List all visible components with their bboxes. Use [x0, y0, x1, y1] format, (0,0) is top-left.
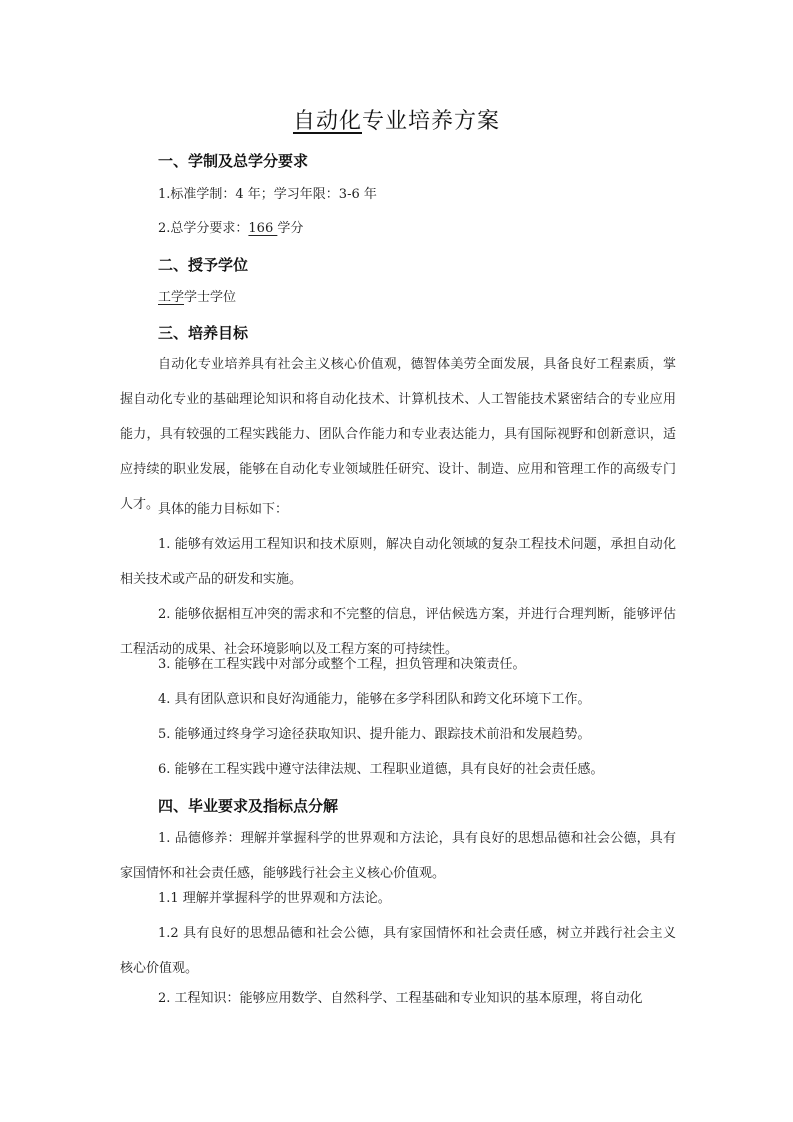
credits-value: 166 — [248, 221, 278, 236]
goal-item-5: 5. 能够通过终身学习途径获取知识、提升能力、跟踪技术前沿和发展趋势。 — [158, 727, 591, 742]
degree-line — [158, 280, 236, 315]
goal-item-3: 3. 能够在工程实践中对部分或整个工程，担负管理和决策责任。 — [158, 657, 526, 672]
title-underlined-part: 自动化 — [292, 109, 362, 134]
degree-type: 学士学位 — [184, 290, 237, 305]
goal-item-2: 2. 能够依据相互冲突的需求和不完整的信息，评估候选方案，并进行合理判断，能够评估工程活动的成果、社会环境影响以及工程方案的可持续性。 — [120, 607, 676, 657]
requirement-item-1-1: 1.1 理解并掌握科学的世界观和方法论。 — [158, 891, 391, 906]
credits-unit: 学分 — [277, 221, 304, 236]
study-duration-line: 1.标准学制：4 年；学习年限：3-6 年 — [158, 187, 377, 202]
training-objective-paragraph: 自动化专业培养具有社会主义核心价值观，德智体美劳全面发展，具备良好工程素质，掌握自动化专业的基础理论知识和将自动化技术、计算机技术、人工智能技术紧密结合的专业应用能力，具有较强的工程实践能力、团队合作能力和专业表达能力，具有国际视野和创新意识，适应持续的职业发展，能够在自动化专业领域胜任研究、设计、制造、应用和管理工作的高级专门人才。 — [120, 357, 676, 512]
section-heading-1: 一、学制及总学分要求 — [158, 152, 309, 170]
document-title — [0, 104, 793, 135]
section-heading-4: 四、毕业要求及指标点分解 — [158, 797, 339, 815]
requirement-item-1-2: 1.2 具有良好的思想品德和社会公德，具有家国情怀和社会责任感，树立并践行社会主义核心价值观。 — [120, 926, 676, 976]
goal-item-4: 4. 具有团队意识和良好沟通能力，能够在多学科团队和跨文化环境下工作。 — [158, 692, 591, 707]
ability-intro: 具体的能力目标如下： — [158, 502, 289, 517]
credits-label: 2.总学分要求： — [158, 221, 249, 236]
requirement-item-2: 2. 工程知识：能够应用数学、自然科学、工程基础和专业知识的基本原理，将自动化 — [158, 991, 643, 1006]
requirement-item-1: 1. 品德修养：理解并掌握科学的世界观和方法论，具有良好的思想品德和社会公德，具有家国情怀和社会责任感，能够践行社会主义核心价值观。 — [120, 831, 676, 881]
section-heading-2: 二、授予学位 — [158, 256, 249, 274]
goal-item-1: 1. 能够有效运用工程知识和技术原则，解决自动化领域的复杂工程技术问题，承担自动化相关技术或产品的研发和实施。 — [120, 537, 676, 587]
title-rest: 专业培养方案 — [362, 109, 501, 134]
section-heading-3: 三、培养目标 — [158, 324, 249, 342]
total-credits-line — [158, 211, 303, 246]
goal-item-6: 6. 能够在工程实践中遵守法律法规、工程职业道德，具有良好的社会责任感。 — [158, 762, 604, 777]
degree-field: 工学 — [158, 290, 185, 305]
